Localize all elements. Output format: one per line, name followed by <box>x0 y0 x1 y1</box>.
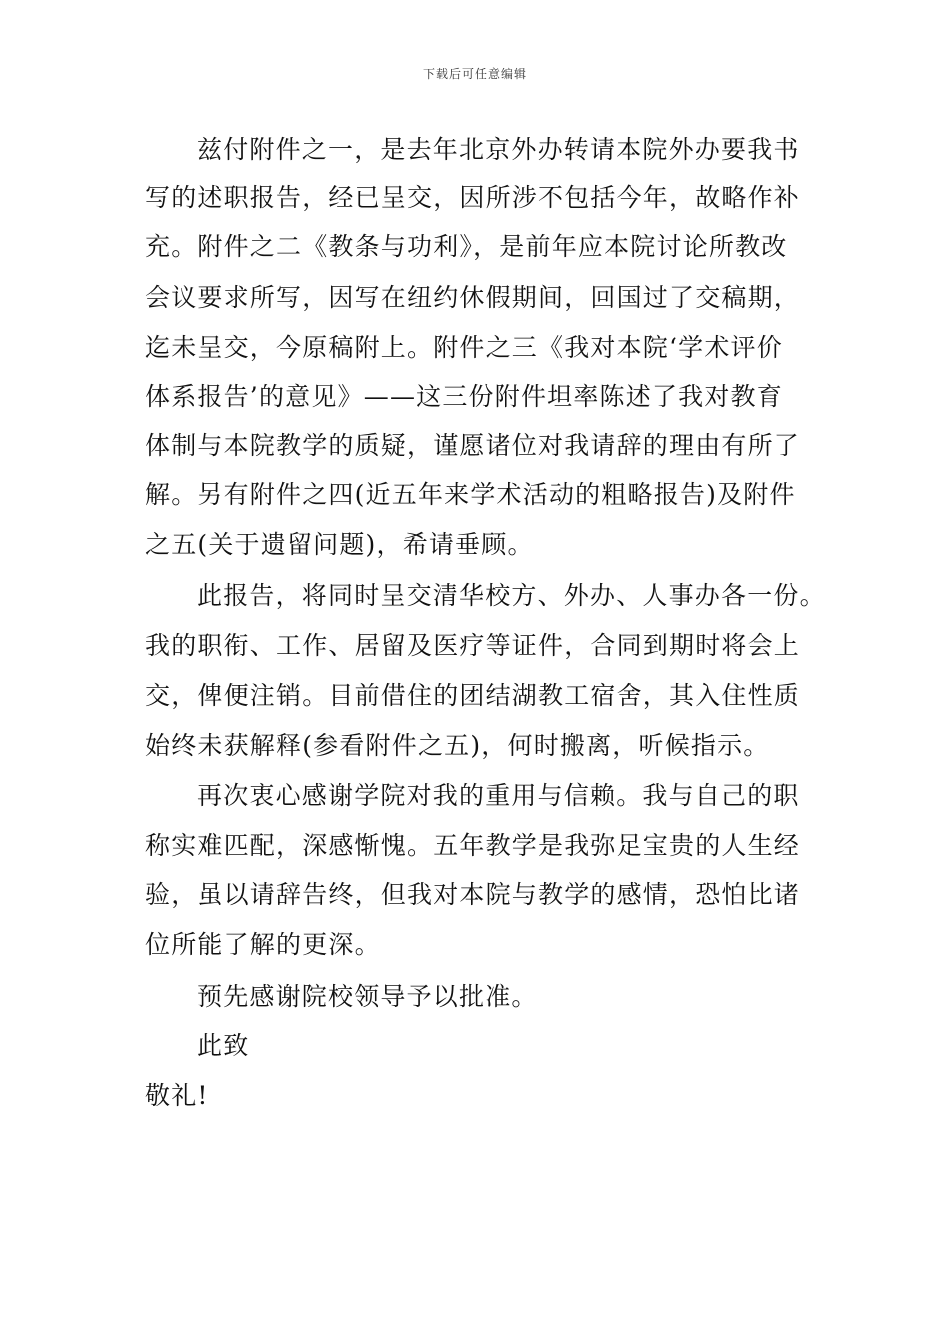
paragraph-1-line-6: 体系报告’的意见》——这三份附件坦率陈述了我对教育 <box>145 382 783 411</box>
closing-salutation: 此致 <box>197 1031 250 1060</box>
closing-regards: 敬礼! <box>145 1081 209 1110</box>
paragraph-1-line-9: 之五(关于遗留问题)，希请垂顾。 <box>145 530 534 559</box>
paragraph-2-line-4: 始终未获解释(参看附件之五)，何时搬离，听候指示。 <box>145 731 770 760</box>
paragraph-1-line-7: 体制与本院教学的质疑，谨愿诸位对我请辞的理由有所了 <box>145 431 801 460</box>
paragraph-1-line-1: 兹付附件之一，是去年北京外办转请本院外办要我书 <box>197 135 800 164</box>
page-header-note: 下载后可任意编辑 <box>422 67 527 81</box>
paragraph-3-line-1: 再次衷心感谢学院对我的重用与信赖。我与自己的职 <box>197 781 800 810</box>
paragraph-3-line-3: 验，虽以请辞告终，但我对本院与教学的感情，恐怕比诸 <box>145 880 801 909</box>
paragraph-1-line-8: 解。另有附件之四(近五年来学术活动的粗略报告)及附件 <box>145 480 796 509</box>
paragraph-2-line-2: 我的职衔、工作、居留及医疗等证件，合同到期时将会上 <box>145 631 801 660</box>
paragraph-1-line-3: 充。附件之二《教条与功利》，是前年应本院讨论所教改 <box>145 232 788 261</box>
paragraph-2-line-1: 此报告，将同时呈交清华校方、外办、人事办各一份。 <box>197 581 826 610</box>
paragraph-3-line-2: 称实难匹配，深感惭愧。五年教学是我弥足宝贵的人生经 <box>145 831 801 860</box>
paragraph-1-line-2: 写的述职报告，经已呈交，因所涉不包括今年，故略作补 <box>145 183 801 212</box>
paragraph-3-line-4: 位所能了解的更深。 <box>145 930 381 959</box>
paragraph-1-line-4: 会议要求所写，因写在纽约休假期间，回国过了交稿期， <box>145 283 801 312</box>
paragraph-1-line-5: 迄未呈交，今原稿附上。附件之三《我对本院‘学术评价 <box>145 333 783 362</box>
paragraph-4-line-1: 预先感谢院校领导予以批准。 <box>197 982 538 1011</box>
paragraph-2-line-3: 交，俾便注销。目前借住的团结湖教工宿舍，其入住性质 <box>145 681 801 710</box>
